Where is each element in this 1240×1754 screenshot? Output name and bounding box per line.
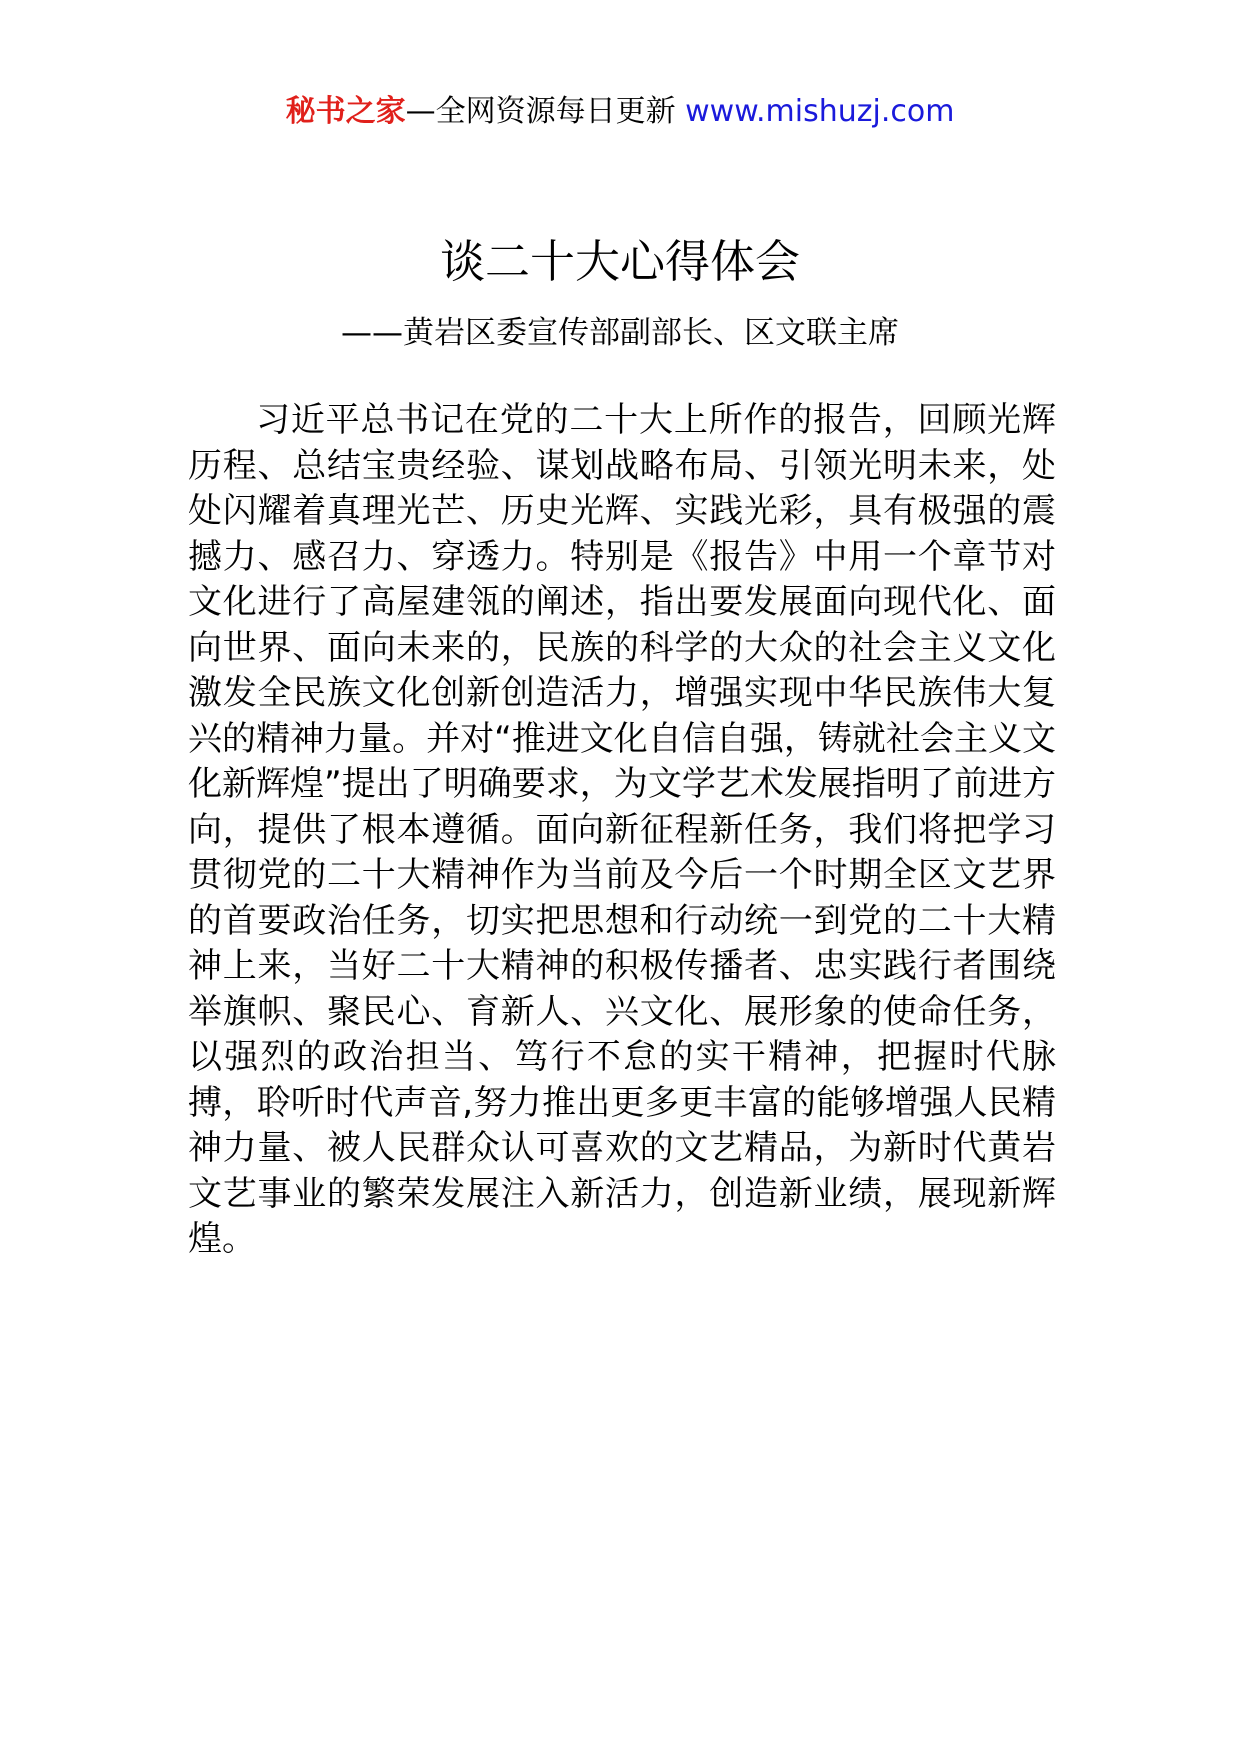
document-subtitle: ——黄岩区委宣传部副部长、区文联主席 xyxy=(341,315,899,351)
website-link[interactable]: www.mishuzj.com xyxy=(685,94,955,129)
document-title: 谈二十大心得体会 xyxy=(439,235,800,288)
body-paragraph: 习近平总书记在党的二十大上所作的报告，回顾光辉历程、总结宝贵经验、谋划战略布局、引领光明未来，处处闪耀着真理光芒、历史光辉、实践光彩，具有极强的震撼力、感召力、穿透力。特别是《报告》中用一个章节对文化进行了高屋建瓴的阐述，指出要发展面向现代化、面向世界、面向未来的，民族的科学的大众的社会主义文化激发全民族文化创新创造活力，增强实现中华民族伟大复兴的精神力量。并对“推进文化自信自强，铸就社会主义文化新辉煌”提出了明确要求，为文学艺术发展指明了前进方向，提供了根本遵循。面向新征程新任务，我们将把学习贯彻党的二十大精神作为当前及今后一个时期全区文艺界的首要政治任务，切实把思想和行动统一到党的二十大精神上来，当好二十大精神的积极传播者、忠实践行者围绕举旗帜、聚民心、育新人、兴文化、展形象的使命任务，以强烈的政治担当、笃行不怠的实干精神，把握时代脉搏，聆听时代声音,努力推出更多更丰富的能够增强人民精神力量、被人民群众认可喜欢的文艺精品，为新时代黄岩文艺事业的繁荣发展注入新活力，创造新业绩，展现新辉煌。 xyxy=(188,400,1056,1259)
brand-name: 秘书之家 xyxy=(285,94,406,129)
page-header xyxy=(0,92,1240,132)
header-slogan: —全网资源每日更新 xyxy=(405,94,686,129)
